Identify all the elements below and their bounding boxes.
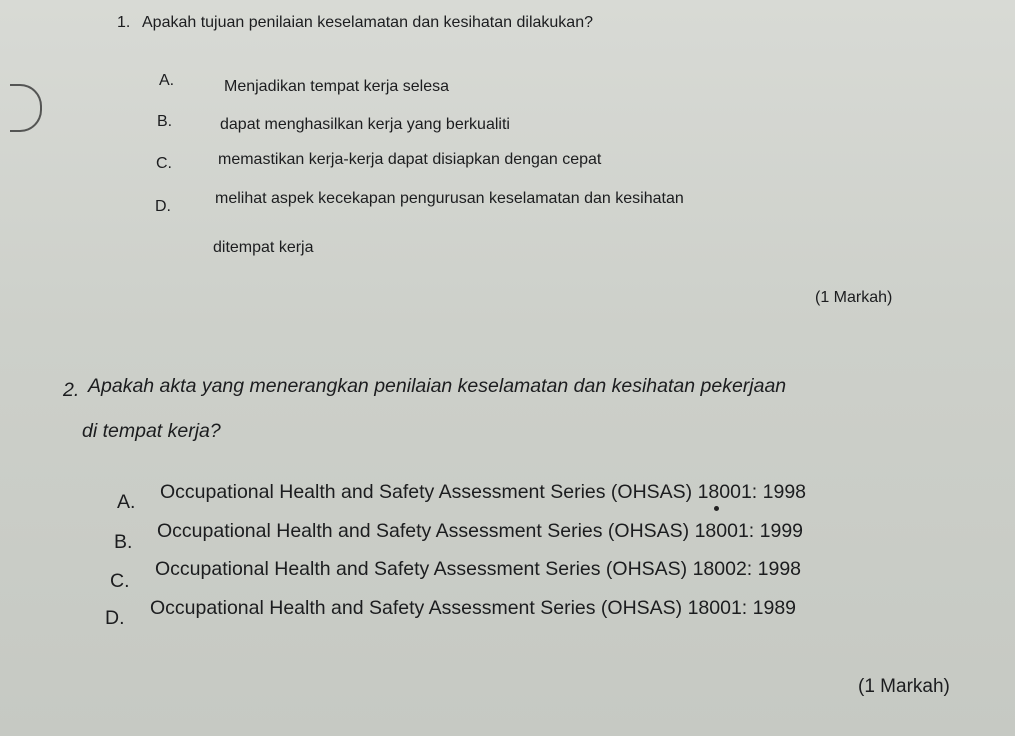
option-text: dapat menghasilkan kerja yang berkualiti bbox=[220, 116, 510, 133]
question-1-marks: (1 Markah) bbox=[815, 289, 893, 306]
option-text: Menjadikan tempat kerja selesa bbox=[224, 78, 450, 95]
option-letter: A. bbox=[117, 491, 136, 513]
option-text: Occupational Health and Safety Assessment Series (OHSAS) 18001: 1998 bbox=[160, 481, 807, 503]
pen-dot-mark bbox=[714, 506, 719, 511]
option-letter: B. bbox=[114, 531, 133, 553]
option-letter: C. bbox=[110, 570, 130, 592]
question-1-text: Apakah tujuan penilaian keselamatan dan kesihatan dilakukan? bbox=[142, 14, 593, 31]
question-1-number: 1. bbox=[117, 14, 131, 31]
question-2-marks: (1 Markah) bbox=[858, 676, 950, 697]
question-2-text-line-1: Apakah akta yang menerangkan penilaian keselamatan dan kesihatan pekerjaan bbox=[88, 375, 787, 397]
option-letter: D. bbox=[105, 607, 125, 629]
option-text: Occupational Health and Safety Assessment Series (OHSAS) 18002: 1998 bbox=[155, 558, 802, 580]
option-letter: B. bbox=[157, 113, 173, 130]
question-2-number: 2. bbox=[63, 379, 80, 401]
option-text: melihat aspek kecekapan pengurusan keselamatan dan kesihatan bbox=[215, 190, 684, 207]
pen-bracket-mark bbox=[10, 84, 42, 132]
option-text: memastikan kerja-kerja dapat disiapkan dengan cepat bbox=[218, 151, 602, 168]
option-text: Occupational Health and Safety Assessment Series (OHSAS) 18001: 1989 bbox=[150, 597, 797, 619]
option-text-continuation: ditempat kerja bbox=[213, 239, 314, 256]
option-letter: C. bbox=[156, 155, 172, 172]
question-2-text-line-2: di tempat kerja? bbox=[82, 420, 221, 442]
option-text: Occupational Health and Safety Assessment Series (OHSAS) 18001: 1999 bbox=[157, 520, 804, 542]
option-letter: D. bbox=[155, 198, 171, 215]
option-letter: A. bbox=[159, 72, 175, 89]
